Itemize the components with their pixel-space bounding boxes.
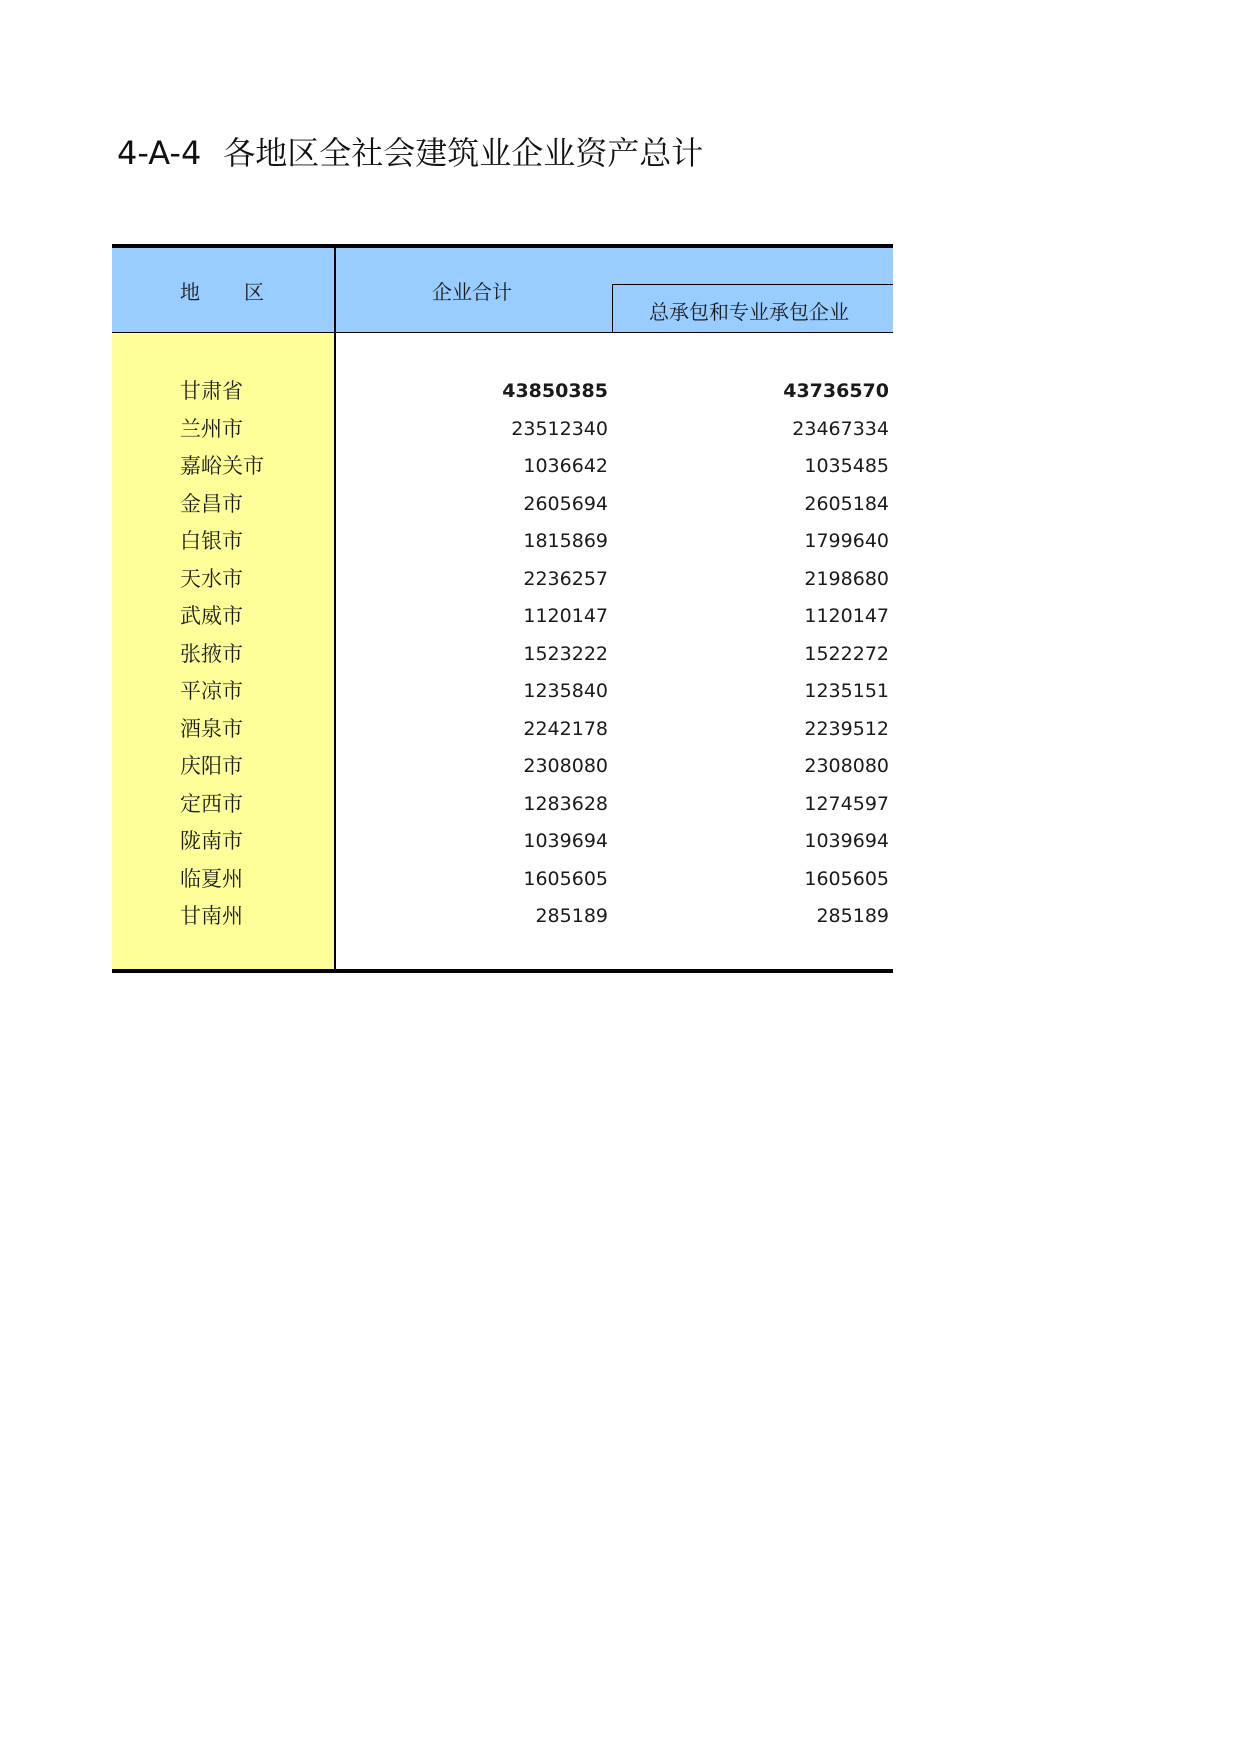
region-name: 酒泉市	[180, 716, 243, 741]
sub-value: 1235151	[804, 680, 889, 702]
table-row	[112, 861, 893, 899]
table-row	[112, 373, 893, 411]
table-bottom-rule	[112, 969, 893, 973]
table-row	[112, 673, 893, 711]
sub-value: 2198680	[804, 567, 889, 590]
region-name: 陇南市	[180, 829, 243, 853]
total-value: 1523222	[523, 642, 608, 665]
table-row	[112, 898, 893, 936]
total-value: 23512340	[511, 417, 608, 440]
table-top-rule	[112, 244, 893, 248]
sub-value: 1039694	[804, 830, 889, 852]
sub-value: 43736570	[783, 380, 889, 402]
region-name: 天水市	[180, 566, 243, 591]
region-name: 定西市	[180, 791, 243, 816]
table-row	[112, 823, 893, 861]
region-name: 庆阳市	[180, 754, 243, 778]
total-value: 2236257	[523, 567, 608, 590]
table-row	[112, 598, 893, 636]
total-value: 1120147	[523, 605, 608, 627]
total-value: 1815869	[523, 530, 608, 552]
table-row	[112, 448, 893, 486]
table-body	[112, 373, 893, 936]
total-value: 1036642	[523, 455, 608, 477]
region-name: 甘南州	[180, 904, 243, 928]
sub-value: 1605605	[804, 867, 889, 890]
region-name: 金昌市	[180, 491, 243, 516]
region-name: 平凉市	[180, 679, 243, 703]
table-row	[112, 561, 893, 599]
header-region	[180, 276, 264, 305]
table-title: 各地区全社会建筑业企业资产总计	[223, 134, 704, 172]
region-name: 临夏州	[180, 866, 243, 891]
sub-value: 23467334	[792, 417, 889, 440]
data-table	[112, 244, 893, 973]
total-value: 43850385	[502, 380, 608, 402]
sub-value: 1522272	[804, 642, 889, 665]
region-name: 张掖市	[180, 641, 243, 666]
table-row	[112, 786, 893, 824]
table-row	[112, 486, 893, 524]
table-row	[112, 748, 893, 786]
total-value: 2605694	[523, 492, 608, 515]
sub-value: 2239512	[804, 717, 889, 740]
table-row	[112, 711, 893, 749]
total-value: 2308080	[523, 755, 608, 777]
total-value: 285189	[535, 905, 608, 927]
region-name: 嘉峪关市	[180, 454, 264, 478]
table-row	[112, 636, 893, 674]
sub-value: 285189	[816, 905, 889, 927]
region-name: 兰州市	[180, 416, 243, 441]
total-value: 1605605	[523, 867, 608, 890]
total-value: 1039694	[523, 830, 608, 852]
sub-value: 1274597	[804, 792, 889, 815]
header-region-right: 区	[244, 280, 264, 304]
sub-value: 2605184	[804, 492, 889, 515]
header-total: 企业合计	[432, 280, 512, 304]
header-bottom-rule	[112, 332, 893, 333]
total-value: 2242178	[523, 717, 608, 740]
region-name: 武威市	[180, 604, 243, 628]
sub-value: 2308080	[804, 755, 889, 777]
table-code: 4-A-4	[117, 134, 202, 172]
header-sub: 总承包和专业承包企业	[649, 300, 849, 324]
total-value: 1283628	[523, 792, 608, 815]
region-name: 甘肃省	[180, 379, 243, 403]
region-name: 白银市	[180, 529, 243, 553]
table-row	[112, 411, 893, 449]
table-row	[112, 523, 893, 561]
sub-value: 1799640	[804, 530, 889, 552]
sub-value: 1035485	[804, 455, 889, 477]
total-value: 1235840	[523, 680, 608, 702]
page-title	[117, 128, 703, 174]
header-region-left: 地	[180, 280, 200, 304]
sub-value: 1120147	[804, 605, 889, 627]
